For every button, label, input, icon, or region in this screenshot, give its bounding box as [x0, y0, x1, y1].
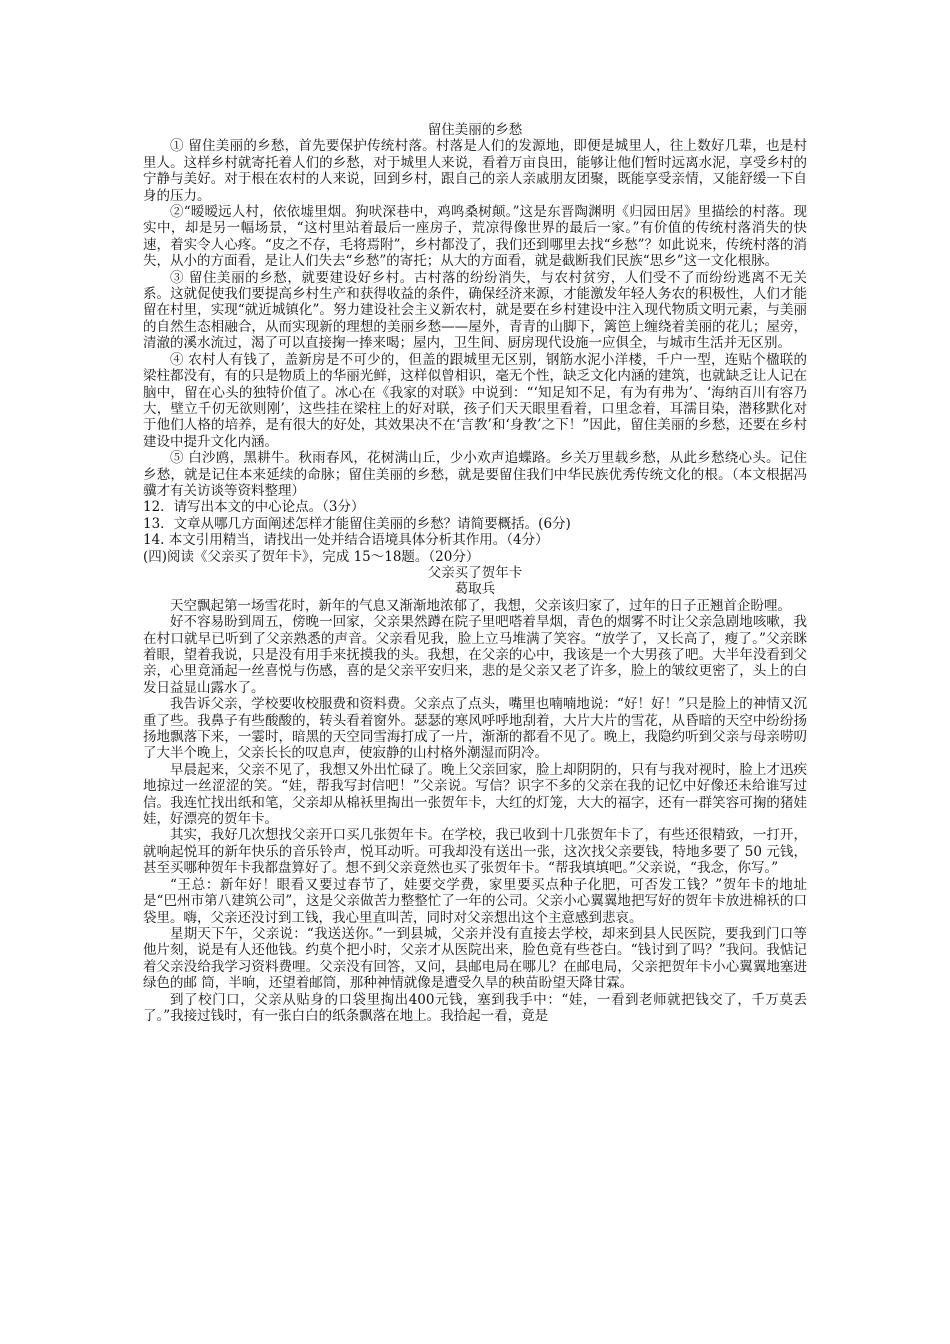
paragraph-4: ④ 农村人有钱了，盖新房是不可少的，但盖的跟城里无区别，钢筋水泥小洋楼，千户一型，连贴个楹联的梁柱都没有，有的只是物质上的华丽光鲜，这样似曾相识，毫无个性，缺乏文化内涵的建筑，也就缺乏让人记在脑中，留在心头的独特价值了。冰心在《我家的对联》中说到：“‘知足知不足，有为有弗为’、‘海纳百川有容乃大，壁立千仞无欲则刚’，这些挂在梁柱上的好对联，孩子们天天眼里看着，口里念着，耳濡目染，潜移默化对于他们人格的培养，是有很大的好处，其效果决不在‘言教’和‘身教’之下！”因此，留住美丽的乡愁，还要在乡村建设中提升文化内涵。 — [143, 351, 807, 450]
story-author: 葛取兵 — [454, 581, 496, 598]
question-14: 14. 本文引用精当，请找出一处并结合语境具体分析其作用。（4分） — [143, 532, 549, 549]
paragraph-5: ⑤ 白沙鸥，黑耕牛。秋雨春风，花树满山丘，少小欢声追蝶路。乡关万里载乡愁，从此乡愁绕心头。记住乡愁，就是记住本来延续的命脉；留住美丽的乡愁，就是要留住我们中华民族优秀传统文化的根。（本文根据冯骥才有关访谈等资料整理） — [143, 450, 807, 499]
story-paragraph-7: 星期天下午，父亲说：“我送送你。”一到县城，父亲并没有直接去学校，却来到县人民医院，要我到门口等他片刻，说是有人还他钱。约莫个把小时，父亲才从医院出来，脸色竟有些苍白。“钱讨到了吗？”我问。我惦记着父亲没给我学习资料费哩。父亲没有回答，又问，县邮电局在哪儿？在邮电局，父亲把贺年卡小心翼翼地塞进绿色的邮 筒，半晌，还望着邮筒，那种神情就像是遭受久旱的秧苗盼望天降甘霖。 — [143, 925, 807, 992]
story-title: 父亲买了贺年卡 — [427, 564, 523, 581]
story-paragraph-8: 到了校门口，父亲从贴身的口袋里掏出400元钱，塞到我手中：“娃，一看到老师就把钱交了，千万莫丢了。”我接过钱时，有一张白白的纸条飘落在地上。我拾起一看，竟是 — [143, 991, 807, 1024]
story-paragraph-4: 早晨起来，父亲不见了，我想又外出忙碌了。晚上父亲回家，脸上却阴阴的，只有与我对视时，脸上才迅疾地掠过一丝涩涩的笑。“娃，帮我写封信吧！”父亲说。写信？识字不多的父亲在我的记忆中好像还未给谁写过信。我连忙找出纸和笔，父亲却从棉袄里掏出一张贺年卡，大红的灯笼，大大的福字，还有一群笑容可掬的猪娃娃，好漂亮的贺年卡。 — [143, 761, 807, 828]
story-paragraph-6: “王总：新年好！眼看又要过春节了，娃要交学费，家里要买点种子化肥，可否发工钱？”贺年卡的地址是“巴州市第八建筑公司”，这是父亲做苦力整整忙了一年的公司。父亲小心翼翼地把写好的贺年卡放进棉袄的口袋里。嗨，父亲还没讨到工钱，我心里直叫苦，同时对父亲想出这个主意感到悲哀。 — [143, 876, 807, 926]
document-page — [143, 122, 807, 1024]
story-paragraph-1: 天空飘起第一场雪花时，新年的气息又渐渐地浓郁了，我想，父亲该归家了，过年的日子正翘首企盼哩。 — [170, 597, 791, 614]
paragraph-1: ① 留住美丽的乡愁，首先要保护传统村落。村落是人们的发源地，即便是城里人，往上数好几辈，也是村里人。这样乡村就寄托着人们的乡愁，对于城里人来说，看着万亩良田，能够让他们暂时远离水泥，享受乡村的宁静与美好。对于根在农村的人来说，回到乡村，跟自己的亲人亲戚朋友团聚，既能享受亲情，又能舒缓一下自身的压力。 — [143, 138, 807, 204]
story-paragraph-2: 好不容易盼到周五，傍晚一回家，父亲果然蹲在院子里吧嗒着旱烟，青色的烟雾不时让父亲急剧地咳嗽，我在村口就早已听到了父亲熟悉的声音。父亲看见我，脸上立马堆满了笑容。“放学了，又长高了，瘦了。”父亲眯着眼，望着我说，只是没有用手来抚摸我的头。我想，在父亲的心中，我该是一个大男孩了吧。大半年没看到父亲，心里竟涌起一丝喜悦与伤感，喜的是父亲平安归来，悲的是父亲又老了许多，脸上的皱纹更密了，头上的白发日益显山露水了。 — [143, 614, 807, 696]
paragraph-3: ③ 留住美丽的乡愁，就要建设好乡村。古村落的纷纷消失，与农村贫穷，人们受不了而纷纷逃离不无关系。这就促使我们要提高乡村生产和获得收益的条件，确保经济来源，才能激发年轻人务农的积极性，人们才能留在村里，实现“就近城镇化”。努力建设社会主义新农村，就是要在乡村建设中注入现代物质文明元素，与美丽的自然生态相融合，从而实现新的理想的美丽乡愁——屋外，青青的山脚下，篱笆上缠绕着美丽的花儿；屋旁，清澈的溪水流过，渴了可以直接掬一捧来喝；屋内，卫生间、厨房现代设施一应俱全，与城市生活并无区别。 — [143, 269, 807, 352]
section-instruction: (四)阅读《父亲买了贺年卡》，完成 15～18题。（20分） — [143, 548, 480, 565]
story-paragraph-5: 其实，我好几次想找父亲开口买几张贺年卡。在学校，我已收到十几张贺年卡了，有些还很精致，一打开，就响起悦耳的新年快乐的音乐铃声，悦耳动听。可我却没有送出一张，这次找父亲要钱，特地多要了 50 元钱，甚至买哪种贺年卡我都盘算好了。想不到父亲竟然也买了张贺年卡。“帮我填填吧。”父亲说，“我念，你写。” — [143, 827, 807, 877]
article-title: 留住美丽的乡愁 — [427, 122, 523, 138]
story-paragraph-3: 我告诉父亲，学校要收校服费和资料费。父亲点了点头，嘴里也喃喃地说：“好！好！”只是脸上的神情又沉重了些。我鼻子有些酸酸的，转头看着窗外。瑟瑟的寒风呼呼地刮着，大片大片的雪花，从昏暗的天空中纷纷扬扬地飘落下来，一霎时，暗黑的天空同雪海打成了一片，渐渐的都看不见了。晚上，我隐约听到父亲与母亲唠叨了大半个晚上，父亲长长的叹息声，使寂静的山村格外潮湿而阴冷。 — [143, 696, 807, 762]
question-13: 13．文章从哪几方面阐述怎样才能留住美丽的乡愁？请简要概括。(6分) — [143, 515, 571, 532]
question-12: 12．请写出本文的中心论点。（3分） — [143, 499, 365, 516]
paragraph-2: ②“暧暧远人村，依依墟里烟。狗吠深巷中，鸡鸣桑树颠。”这是东晋陶渊明《归园田居》里描绘的村落。现实中，却是另一幅场景，“这村里站着最后一座房子，荒凉得像世界的最后一家。”有价值的传统村落消失的快速，着实令人心疼。“皮之不存，毛将焉附”，乡村都没了，我们还到哪里去找“乡愁”？如此说来，传统村落的消失，从小的方面看，是让人们失去“乡愁”的寄托；从大的方面看，就是截断我们民族“思乡”这一文化根脉。 — [143, 204, 807, 270]
